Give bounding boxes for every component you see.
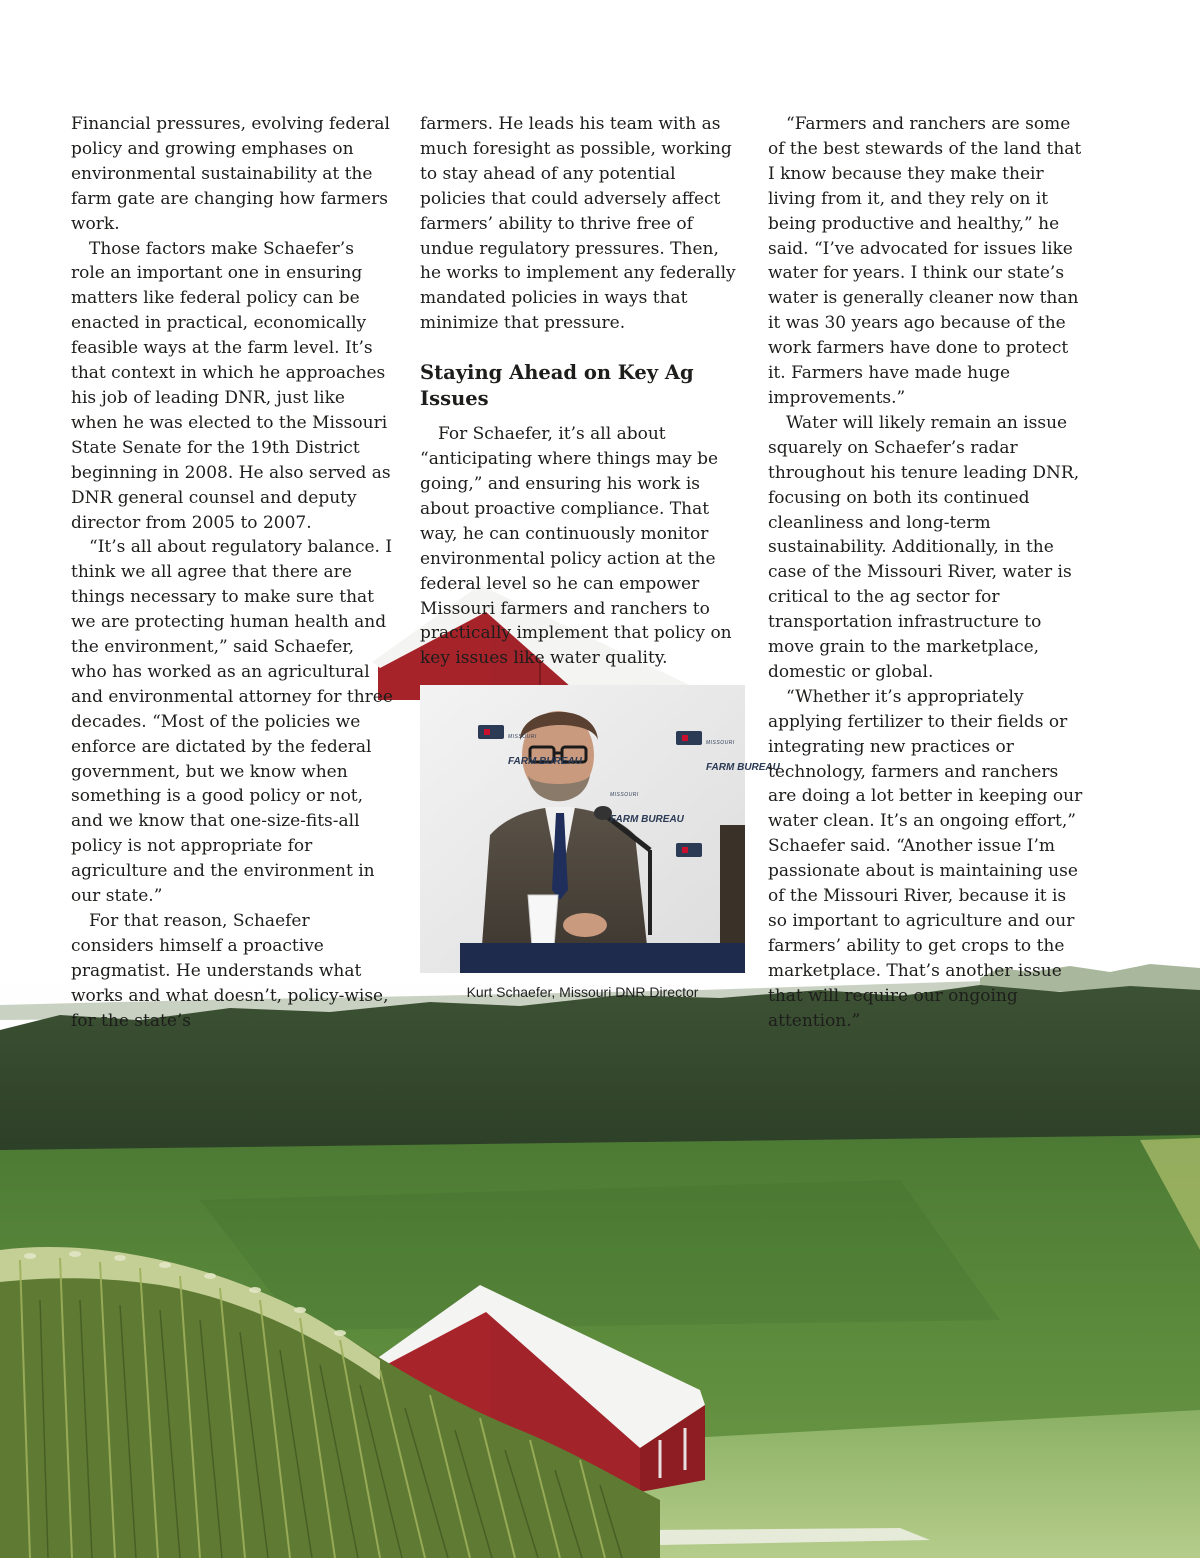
backdrop-logo: MISSOURI FARM BUREAU [706,740,780,774]
article-column-1 [71,112,393,1034]
paragraph: Financial pressures, evolving federal policy and growing emphases on environmental sustainability at the farm gate are changing how farmers work. [71,114,390,234]
article-column-3 [768,112,1090,1034]
backdrop-logo: MISSOURI FARM BUREAU [610,792,684,826]
paragraph: For that reason, Schaefer considers himself a proactive pragmatist. He understands what works and what doesn’t, policy-wise, for the state’s [71,911,389,1031]
paragraph: Water will likely remain an issue squarely on Schaefer’s radar throughout his tenure leading DNR, focusing on both its continued cleanliness and long-term sustainability. Additionally, in the case of the Missouri River, water is critical to the ag sector for transportation infrastructure to move grain to the marketplace, domestic or global. [768,412,1080,682]
paragraph: farmers. He leads his team with as much foresight as possible, working to stay ahead of any potential policies that could adversely affect farmers’ ability to thrive free of undue regulatory pressures. Then, he works to implement any federally mandated policies in ways that minimize that pressure. [420,114,736,334]
article-column-2 [420,112,780,1001]
photo-caption: Kurt Schaefer, Missouri DNR Director [466,984,699,1001]
section-subheading: Staying Ahead on Key Ag Issues [420,361,694,411]
paragraph: “It’s all about regulatory balance. I think we all agree that there are things necessary to make sure that we are protecting human health and the environment,” said Schaefer, who has worked as an agricultural and environmental attorney for three decades. “Most of the policies we enforce are dictated by the federal government, but we know when something is a good policy or not, and we know that one-size-fits-all policy is not appropriate for agriculture and the environment in our state.” [71,537,393,907]
portrait-photo [420,685,780,973]
backdrop-logo: MISSOURI FARM BUREAU [508,734,582,768]
paragraph: “Farmers and ranchers are some of the best stewards of the land that I know because they make their living from it, and they rely on it being productive and healthy,” he said. “I’ve advocated for issues like water for years. I think our state’s water is generally cleaner now than it was 30 years ago because of the work farmers have done to protect it. Farmers have made huge improvements.” [768,114,1082,408]
paragraph: “Whether it’s appropriately applying fertilizer to their fields or integrating new practices or technology, farmers and ranchers are doing a lot better in keeping our water clean. It’s an ongoing effort,” Schaefer said. “Another issue I’m passionate about is maintaining use of the Missouri River, because it is so important to agriculture and our farmers’ ability to get crops to the marketplace. That’s another issue that will require our ongoing attention.” [768,686,1083,1031]
paragraph: Those factors make Schaefer’s role an important one in ensuring matters like federal policy can be enacted in practical, economically feasible ways at the farm level. It’s that context in which he approaches his job of leading DNR, just like when he was elected to the Missouri State Senate for the 19th District beginning in 2008. He also served as DNR general counsel and deputy director from 2005 to 2007. [71,238,391,533]
paragraph: For Schaefer, it’s all about “anticipating where things may be going,” and ensuring his work is about proactive compliance. That way, he can continuously monitor environmental policy action at the federal level so he can empower Missouri farmers and ranchers to practically implement that policy on key issues like water quality. [420,424,732,669]
